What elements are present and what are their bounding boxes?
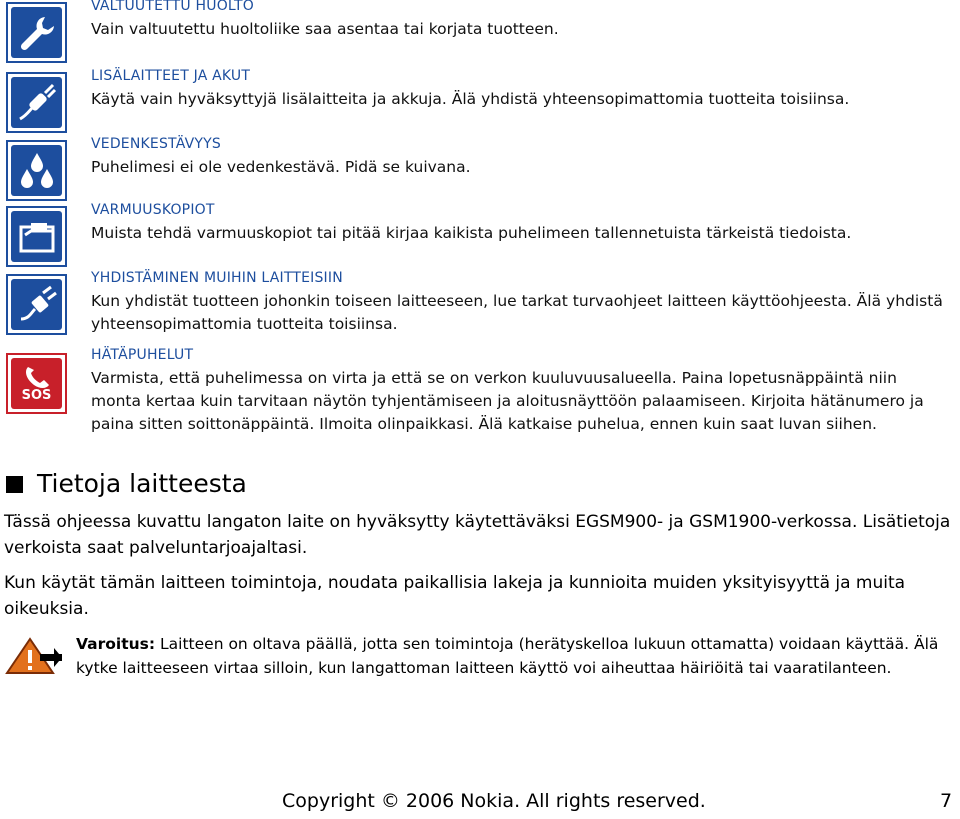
- notice-text: Muista tehdä varmuuskopiot tai pitää kirjaa kaikista puhelimeen tallennetuista tärkeistä tiedoista.: [91, 224, 852, 242]
- sos-phone-icon: [6, 353, 67, 414]
- notice-text: Kun yhdistät tuotteen johonkin toiseen laitteeseen, lue tarkat turvaohjeet laitteen käyttöohjeesta. Älä yhdistä yhteensopimattomia tuotteita toisiinsa.: [91, 292, 943, 333]
- notice-water: [91, 135, 951, 179]
- water-drops-icon: [6, 140, 67, 201]
- notice-emergency: [91, 346, 951, 436]
- section-title-text: Tietoja laitteesta: [37, 469, 247, 498]
- notice-heading: HÄTÄPUHELUT: [91, 347, 194, 363]
- wrench-icon: [6, 2, 67, 63]
- warning-body: Laitteen on oltava päällä, jotta sen toimintoja (herätyskelloa lukuun ottamatta) voidaan käyttää. Älä kytke laitteeseen virtaa silloin, kun langattoman laitteen käyttö voi aiheuttaa häiriöitä tai vaaratilanteen.: [76, 635, 939, 677]
- notice-text: Käytä vain hyväksyttyjä lisälaitteita ja akkuja. Älä yhdistä yhteensopimattomia tuotteita toisiinsa.: [91, 90, 850, 108]
- copyright-footer: Copyright © 2006 Nokia. All rights reserved.: [282, 790, 706, 812]
- section-title: [6, 468, 247, 500]
- device-paragraph-1: Tässä ohjeessa kuvattu langaton laite on hyväksytty käytettäväksi EGSM900- ja GSM1900-verkossa. Lisätietoja verkoista saat palveluntarjoajaltasi.: [4, 512, 951, 558]
- page-number: 7: [940, 790, 953, 812]
- square-bullet-icon: [6, 476, 23, 493]
- notice-text: Puhelimesi ei ole vedenkestävä. Pidä se kuivana.: [91, 158, 471, 176]
- backup-folder-icon: [6, 206, 67, 267]
- device-paragraph-2: Kun käytät tämän laitteen toimintoja, noudata paikallisia lakeja ja kunnioita muiden yksityisyyttä ja muita oikeuksia.: [4, 573, 906, 619]
- notice-accessories: [91, 67, 951, 111]
- notice-heading: LISÄLAITTEET JA AKUT: [91, 68, 251, 84]
- notice-heading: VARMUUSKOPIOT: [91, 202, 215, 218]
- notice-heading: YHDISTÄMINEN MUIHIN LAITTEISIIN: [91, 270, 343, 286]
- warning-label: Varoitus:: [76, 635, 156, 653]
- notice-text: Varmista, että puhelimessa on virta ja että se on verkon kuuluvuusalueella. Paina lopetusnäppäintä niin monta kertaa kuin tarvitaan näytön tyhjentämiseen ja aloitusnäyttöön palaamiseen. Kirjoita hätänumero ja paina sitten soittonäppäintä. Ilmoita olinpaikkasi. Älä katkaise puhelua, ennen kuin saat luvan siihen.: [91, 369, 924, 433]
- notice-service: [91, 0, 951, 41]
- notice-heading: VEDENKESTÄVYYS: [91, 136, 221, 152]
- warning-icon: [4, 636, 64, 676]
- notice-backup: [91, 201, 951, 245]
- notice-connecting: [91, 269, 951, 336]
- connector-icon: [6, 274, 67, 335]
- notice-heading: VALTUUTETTU HUOLTO: [91, 0, 254, 14]
- warning-text: [76, 632, 956, 680]
- notice-text: Vain valtuutettu huoltoliike saa asentaa tai korjata tuotteen.: [91, 20, 559, 38]
- accessory-plug-icon: [6, 72, 67, 133]
- sos-label: SOS: [21, 387, 52, 403]
